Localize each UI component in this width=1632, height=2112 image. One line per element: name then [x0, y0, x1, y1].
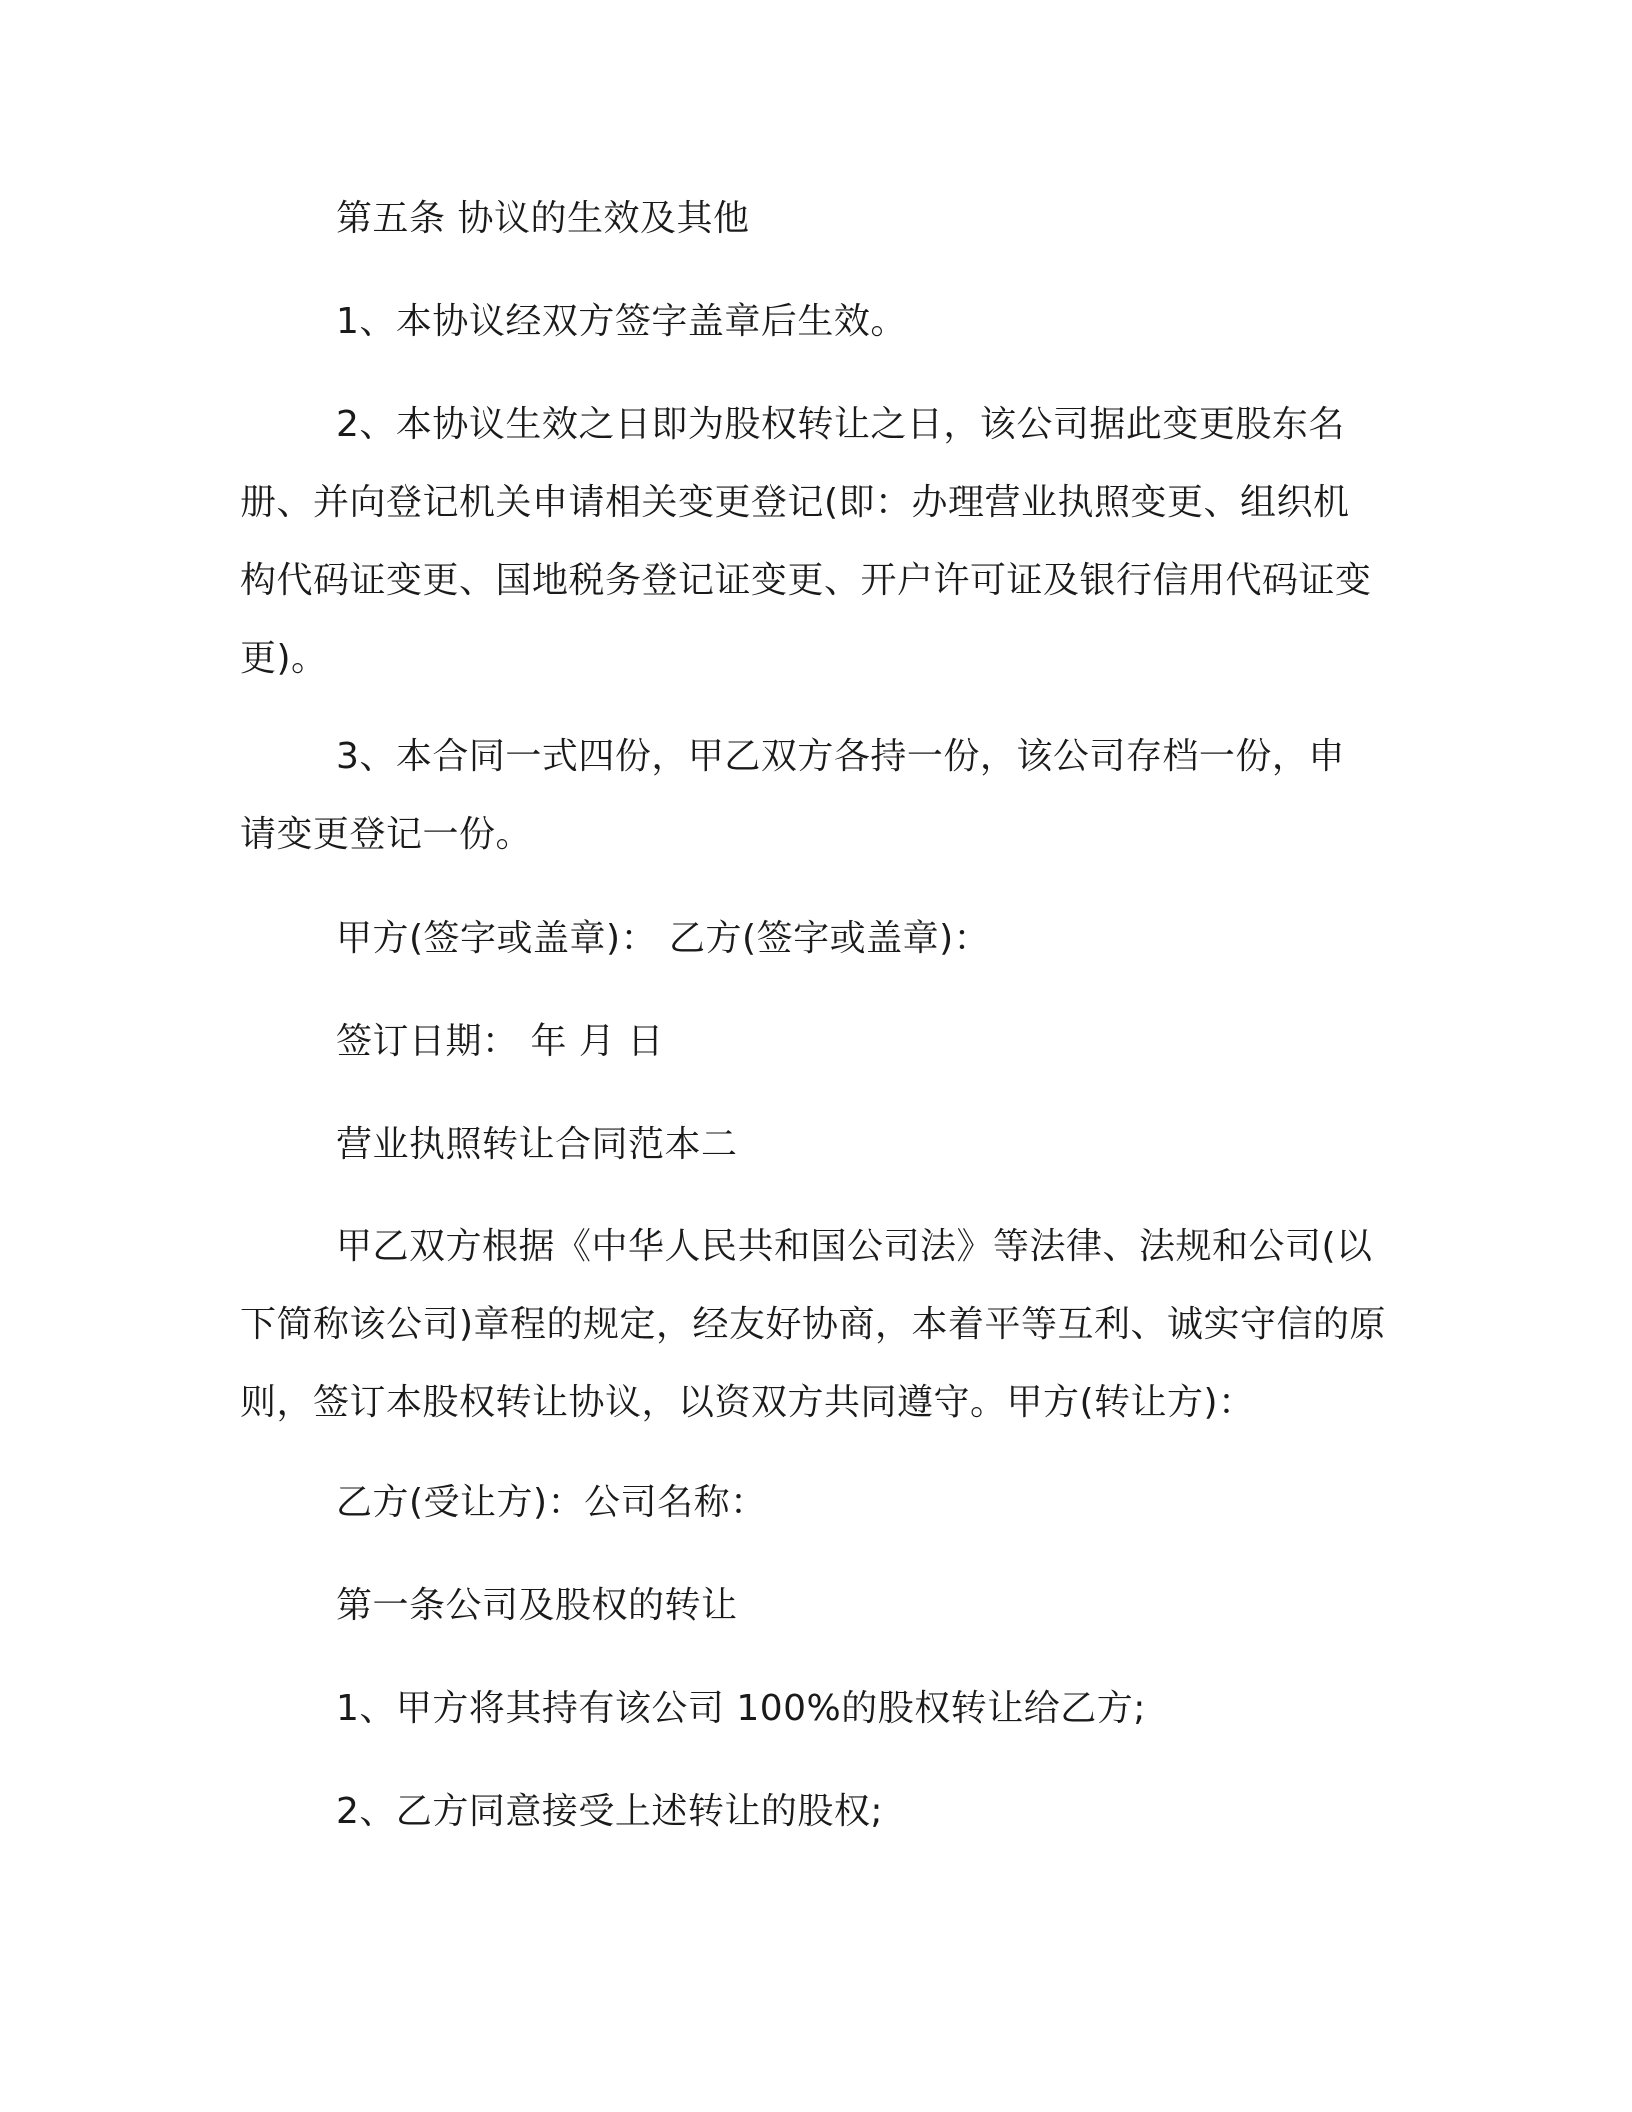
section-title: 营业执照转让合同范本二 [336, 1124, 738, 1165]
article-five-heading: 第五条 协议的生效及其他 [336, 198, 750, 239]
clause-paragraph: 3、本合同一式四份，甲乙双方各持一份，该公司存档一份，申请变更登记一份。 [240, 736, 1345, 855]
article-one-heading: 第一条公司及股权的转让 [336, 1585, 738, 1626]
signing-date-line: 签订日期： 年 月 日 [336, 1021, 664, 1062]
signature-line: 甲方(签字或盖章)： 乙方(签字或盖章)： [336, 918, 991, 959]
clause-paragraph: 2、乙方同意接受上述转让的股权; [336, 1791, 884, 1832]
party-line: 乙方(受让方)：公司名称： [336, 1482, 767, 1523]
clause-paragraph: 1、甲方将其持有该公司 100%的股权转让给乙方; [336, 1688, 1146, 1729]
preamble-paragraph: 甲乙双方根据《中华人民共和国公司法》等法律、法规和公司(以下简称该公司)章程的规定，经友好协商，本着平等互利、诚实守信的原则，签订本股权转让协议，以资双方共同遵守。甲方(转让方)： [240, 1226, 1387, 1423]
clause-paragraph: 2、本协议生效之日即为股权转让之日，该公司据此变更股东名册、并向登记机关申请相关变更登记(即：办理营业执照变更、组织机构代码证变更、国地税务登记证变更、开户许可证及银行信用代码证变更)。 [240, 404, 1372, 679]
clause-paragraph: 1、本协议经双方签字盖章后生效。 [336, 301, 907, 342]
